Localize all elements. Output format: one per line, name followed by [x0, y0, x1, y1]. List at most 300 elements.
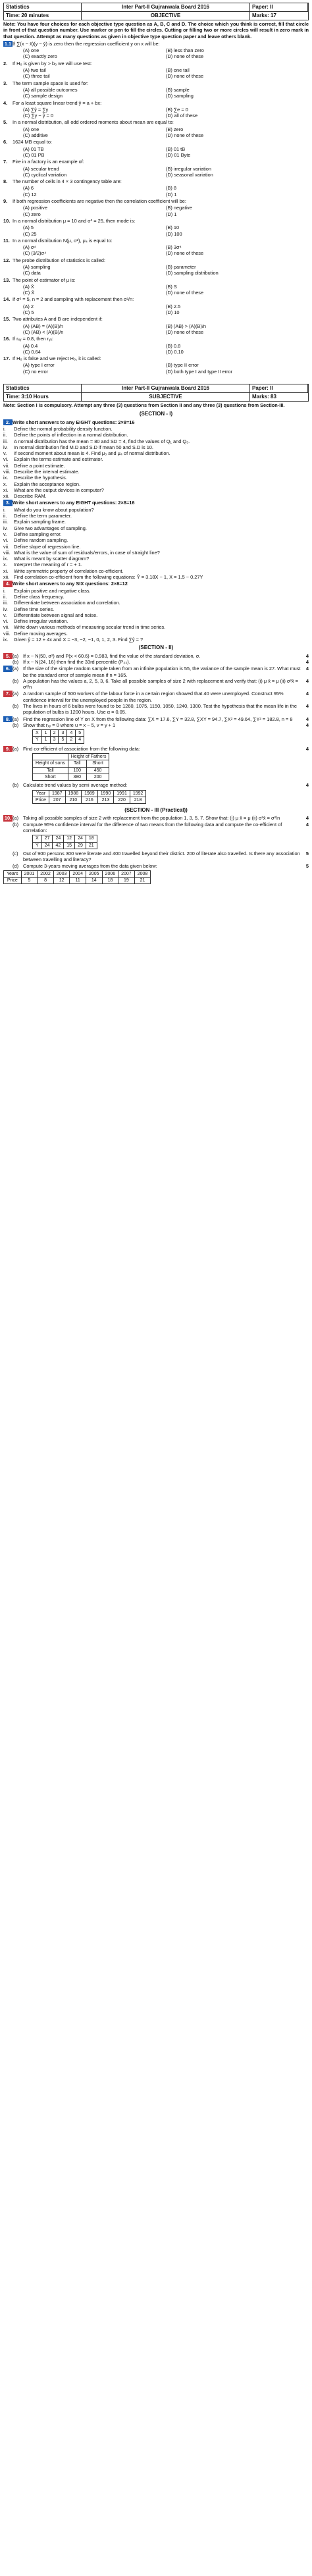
table-cell: 5 — [76, 730, 84, 737]
type-label: OBJECTIVE — [82, 11, 250, 20]
table-cell: Y — [33, 737, 42, 743]
question-number: 11. — [3, 237, 10, 244]
short-question — [3, 537, 309, 543]
question-number: 6. — [3, 139, 8, 145]
table-row — [33, 797, 146, 803]
option: (C) X̄ — [23, 290, 35, 296]
question-number: 2. — [3, 60, 8, 66]
option: (A) 5 — [23, 224, 34, 231]
option: (D) sampling distribution — [166, 270, 219, 276]
question-10 — [3, 815, 309, 868]
table-cell: 27 — [41, 835, 53, 842]
item-number: iv. — [3, 606, 8, 612]
question-text: If H₀ is given by > b₀ we will use test: — [13, 60, 92, 66]
option: (B) ∑e = 0 — [166, 106, 188, 113]
option: (D) none of these — [166, 250, 204, 257]
table-cell: 1992 — [130, 790, 146, 797]
option: (B) 0.8 — [166, 342, 181, 349]
table-cell: 42 — [53, 842, 64, 849]
option: (C) (3/2)σ⁴ — [23, 250, 47, 257]
short-question — [3, 631, 309, 637]
table-cell: 213 — [97, 797, 114, 803]
option: (C) 12 — [23, 191, 37, 197]
marks-label: Marks: 83 — [250, 392, 308, 401]
part-text: Find the regression line of Y on X from the following data: ∑X = 17.6, ∑Y = 32.8, ∑XY = 94.7, ∑X² = 49.64, ∑Y² = 182.8, n = 8 — [23, 716, 293, 722]
item-number: vii. — [3, 543, 10, 550]
option: (A) secular trend — [23, 165, 59, 172]
question-number: 4. — [3, 99, 8, 106]
part-marks: 4 — [305, 658, 309, 665]
option: (B) 01 tB — [166, 145, 186, 152]
option: (A) sampling — [23, 263, 51, 270]
table-cell: 2001 — [21, 870, 38, 877]
item-number: viii. — [3, 469, 11, 475]
option: (D) seasonal variation — [166, 171, 213, 178]
part-b: (b) Calculate trend values by semi average method: 4 — [13, 782, 309, 789]
part-b: (b) The lives in hours of 6 bulbs were found to be 1260, 1075, 1150, 1050, 1240, 1300. Test the hypothesis that the mean life in the population of bulbs is 1200 hours. Use α = 0.05. 4 — [13, 702, 309, 716]
table-row — [4, 870, 151, 877]
option: (C) data — [23, 270, 41, 276]
question-number: 4. — [3, 581, 13, 587]
item-text: Define time series. — [14, 606, 55, 612]
table-cell: 18 — [102, 878, 118, 884]
item-text: Explain the terms estimate and estimator. — [14, 456, 103, 463]
table-row — [33, 790, 146, 797]
item-number: ix. — [3, 556, 9, 562]
table-cell: 2007 — [118, 870, 135, 877]
item-number: iv. — [3, 444, 8, 450]
question-number: 10. — [4, 815, 12, 822]
short-question — [3, 493, 309, 499]
item-text: Differentiate between signal and noise. — [14, 612, 98, 618]
option: (C) ∑y − ŷ = 0 — [23, 113, 53, 119]
short-question — [3, 426, 309, 432]
part-marks: 4 — [305, 745, 309, 752]
part-a: (a) If x ~ N(50, σ²) and P(x < 60.6) = 0.983, find the value of the standard deviation, σ. 4 — [13, 652, 309, 659]
table-cell: 24 — [53, 835, 64, 842]
table-cell: 24 — [41, 842, 53, 849]
item-number: iv. — [3, 525, 8, 531]
question-number: 7. — [3, 691, 13, 697]
table-cell: 8 — [38, 878, 54, 884]
item-number: i. — [3, 425, 6, 432]
table-cell: 380 — [68, 774, 86, 780]
question-text: In a normal distribution N(μ, σ²), μ₄ is equal to: — [13, 237, 113, 244]
section-title: (SECTION - III (Practical)) — [124, 807, 188, 814]
option: (B) (AB) > (A)(B)/n — [166, 323, 206, 329]
table-cell: Years — [4, 870, 22, 877]
item-number: x. — [3, 481, 7, 487]
question-text: Fire in a factory is an example of: — [13, 159, 84, 165]
item-text: Describe the hypothesis. — [14, 475, 67, 481]
table-cell: X — [33, 835, 42, 842]
item-text: What is the value of sum of residuals/errors, in case of straight line? — [14, 549, 160, 556]
item-number: xii. — [3, 493, 10, 500]
table-cell: 1991 — [114, 790, 130, 797]
table-cell: 200 — [86, 774, 109, 780]
option: (C) zero — [23, 211, 41, 217]
option: (D) none of these — [166, 73, 204, 80]
option: (B) parameter — [166, 263, 196, 270]
xy-table — [32, 835, 97, 849]
question-text: If H₀ is false and we reject H₀, it is called: — [13, 355, 101, 362]
item-number: ix. — [3, 475, 9, 481]
option: (A) ∑ŷ = ∑y — [23, 106, 49, 113]
option: (A) one — [23, 126, 39, 132]
part-text: The lives in hours of 6 bulbs were found to be 1260, 1075, 1150, 1050, 1240, 1300. Test the hypothesis that the mean life in the population of bulbs is 1200 hours. Use α = 0.05. — [23, 702, 297, 716]
part-text: A population has the values a, 2, 5, 3, 6. Take all possible samples of size 2 with replacement and verify that: (i) μ x̄ = μ (ii) σ²x̄ = σ²/n — [23, 677, 298, 691]
question-number: 15. — [3, 316, 11, 323]
objective-question — [3, 336, 309, 355]
objective-question — [3, 198, 309, 217]
part-b: (b) Show that rₓᵧ = 0 where u = x − 5, v = y + 1 4 — [13, 722, 309, 728]
q3-items — [3, 507, 309, 581]
part-text: If the size of the simple random sample taken from an infinite population is 55, the variance of the sample mean is 27. What must be the standard error of sample mean if n = 165. — [23, 666, 301, 678]
item-text: Give two advantages of sampling. — [14, 525, 87, 531]
subjective-note: Note: Section I is compulsory. Attempt any three (3) questions from Section II and any three (3) questions from Section-III. — [3, 402, 285, 409]
table-cell: 4 — [76, 737, 84, 743]
item-text: Differentiate between association and correlation. — [14, 600, 120, 606]
part-a: (a) Find co-efficient of association from the following data: 4 — [13, 745, 309, 752]
question-number: 12. — [3, 257, 11, 263]
table-cell: Price — [33, 797, 49, 803]
question-number: 17. — [3, 355, 11, 362]
question-number: 16. — [3, 336, 11, 342]
table-cell: 207 — [49, 797, 65, 803]
option: (C) sample design — [23, 93, 63, 99]
item-number: iii. — [3, 600, 8, 606]
question-number: 14. — [3, 296, 11, 303]
short-question — [3, 525, 309, 531]
question-number: 7. — [3, 159, 8, 165]
table-row — [33, 730, 84, 737]
objective-question-list — [3, 41, 309, 375]
section-title: (SECTION - II) — [138, 644, 174, 651]
item-number: i. — [3, 587, 6, 594]
item-number: vii. — [3, 462, 10, 469]
section-title: (SECTION - I) — [139, 411, 173, 417]
item-number: vi. — [3, 456, 9, 463]
part-a: (a) A random sample of 500 workers of the labour force in a certain region showed that 40 were unemployed. Construct 95% confidence interval for the unemployed people in the region. 4 — [13, 691, 309, 703]
option: (C) 01 PB — [23, 151, 45, 158]
time-label: Time: 3:10 Hours — [4, 392, 82, 401]
table-cell: 5 — [21, 878, 38, 884]
long-question — [3, 666, 309, 690]
item-number: vi. — [3, 537, 9, 544]
objective-question — [3, 61, 309, 80]
table-cell: Height of sons — [33, 760, 68, 767]
short-question — [3, 519, 309, 525]
option: (A) 01 TB — [23, 145, 44, 152]
subject-label: Statistics — [4, 3, 82, 11]
question-text: If ∑(x − x̄)(y − ȳ) is zero then the regression coefficient y on x will be: — [13, 40, 160, 47]
question-title: Write short answers to any EIGHT questions: 2×8=16 — [13, 419, 135, 425]
table-cell: 2 — [50, 730, 59, 737]
question-number: 3. — [3, 80, 8, 86]
option: (D) all of these — [166, 113, 198, 119]
option: (C) 25 — [23, 230, 37, 237]
option: (B) 10 — [166, 224, 180, 231]
question-text: The number of cells in 4 × 3 contingency table are: — [13, 178, 122, 185]
table-cell: Short — [86, 760, 109, 767]
q2-items — [3, 426, 309, 500]
short-question — [3, 444, 309, 450]
objective-question — [3, 178, 309, 197]
short-question — [3, 450, 309, 456]
short-question — [3, 574, 309, 580]
table-cell: Y — [33, 842, 42, 849]
q4-items — [3, 588, 309, 643]
option: (D) 01 Byte — [166, 151, 191, 158]
option: (B) 3σ⁴ — [166, 244, 182, 251]
objective-question — [3, 159, 309, 178]
long-question — [3, 716, 309, 745]
part-marks: 4 — [305, 691, 309, 697]
table-cell: Short — [33, 774, 68, 780]
option: (B) S — [166, 283, 177, 290]
table-cell: 100 — [68, 767, 86, 774]
item-text: Define the points of inflection in a normal distribution. — [14, 432, 128, 438]
table-cell: 21 — [134, 878, 151, 884]
item-number: v. — [3, 612, 7, 618]
table-cell: 24 — [75, 835, 86, 842]
option: (A) 0.4 — [23, 342, 38, 349]
question-text: For a least square linear trend ŷ = a + bx: — [13, 99, 102, 106]
option: (A) type I error — [23, 362, 55, 369]
option: (A) positive — [23, 205, 47, 211]
objective-question — [3, 100, 309, 119]
short-question — [3, 513, 309, 519]
board-label: Inter Part-II Gujranwala Board 2016 — [82, 384, 250, 392]
item-text: Describe the interval estimate. — [14, 469, 80, 475]
table-cell: 450 — [86, 767, 109, 774]
option: (D) 100 — [166, 230, 182, 237]
question-3 — [3, 500, 309, 506]
part-text: A random sample of 500 workers of the labour force in a certain region showed that 40 were unemployed. Construct 95% confidence interval for the unemployed people in the region. — [23, 691, 284, 703]
item-number: i. — [3, 506, 6, 513]
option: (C) 0.64 — [23, 348, 41, 355]
short-question — [3, 624, 309, 630]
question-number: 5. — [3, 119, 8, 126]
item-text: Define the normal probability density function. — [14, 425, 113, 432]
time-label: Time: 20 minutes — [4, 11, 82, 20]
table-cell: Price — [4, 878, 22, 884]
table-cell: 2005 — [86, 870, 102, 877]
short-question — [3, 531, 309, 537]
question-number: 5. — [3, 653, 13, 659]
table-row — [33, 842, 97, 849]
objective-question — [3, 316, 309, 335]
option: (D) none of these — [166, 132, 204, 139]
part-a: (a) Taking all possible samples of size 2 with replacement from the population 1, 3, 5, 7. Show that: (i) μ x̄ = μ (ii) σ²x̄ = σ²/n 4 — [13, 815, 309, 822]
option: (D) none of these — [166, 329, 204, 335]
item-number: iii. — [3, 519, 8, 525]
short-question — [3, 469, 309, 475]
short-question — [3, 463, 309, 469]
short-question — [3, 612, 309, 618]
item-text: Explain sampling frame. — [14, 519, 66, 525]
table-cell: 216 — [82, 797, 98, 803]
option: (A) σ⁴ — [23, 244, 36, 251]
item-number: ii. — [3, 432, 7, 438]
table-cell: 11 — [70, 878, 86, 884]
subject-label: Statistics — [4, 384, 82, 392]
short-question — [3, 507, 309, 513]
short-question — [3, 544, 309, 550]
part-text: If x ~ N(50, σ²) and P(x < 60.6) = 0.983, find the value of the standard deviation, σ. — [23, 652, 201, 659]
short-question — [3, 637, 309, 643]
option: (C) exactly zero — [23, 53, 57, 60]
table-cell: 4 — [67, 730, 76, 737]
item-number: vi. — [3, 618, 9, 625]
option: (D) none of these — [166, 53, 204, 60]
table-cell: 2008 — [134, 870, 151, 877]
table-cell: 2 — [67, 737, 76, 743]
table-row — [33, 835, 97, 842]
question-text: If both regression coefficients are negative then the correlation coefficient will be: — [13, 198, 186, 205]
table-cell: 12 — [53, 878, 70, 884]
question-number: 8. — [3, 178, 8, 185]
objective-question — [3, 41, 309, 60]
question-number: 13. — [3, 276, 11, 283]
item-text: What is meant by scatter diagram? — [14, 556, 90, 562]
moving-average-table — [3, 870, 151, 885]
short-question — [3, 475, 309, 481]
item-text: Explain the acceptance region. — [14, 481, 81, 487]
item-number: iii. — [3, 438, 8, 444]
item-text: Define irregular variation. — [14, 618, 68, 625]
part-d: (d) Compute 3-years moving averages from the data given below: 5 — [13, 862, 309, 869]
option: (C) no error — [23, 368, 49, 375]
table-row — [33, 774, 109, 780]
table-cell: 5 — [59, 737, 67, 743]
question-text: In a normal distribution, all odd ordered moments about mean are equal to: — [13, 119, 174, 126]
item-number: v. — [3, 531, 7, 537]
question-4 — [3, 581, 309, 587]
table-cell: 2002 — [38, 870, 54, 877]
part-marks: 4 — [305, 716, 309, 722]
part-text: Show that rₓᵧ = 0 where u = x − 5, v = y + 1 — [23, 722, 116, 728]
part-text: If x ~ N(24, 16) then find the 33rd percentile (P₃₃). — [23, 658, 130, 665]
item-text: Define random sampling. — [14, 537, 68, 544]
item-text: Given ŷ = 12 + 4x and X = −3, −2, −1, 0, 1, 2, 3. Find ∑ŷ = ? — [14, 637, 143, 643]
table-row — [33, 737, 84, 743]
short-question — [3, 432, 309, 438]
item-text: Define class frequency. — [14, 593, 65, 600]
part-text: Find co-efficient of association from the following data: — [23, 745, 140, 752]
short-question — [3, 606, 309, 612]
item-number: ii. — [3, 593, 7, 600]
question-number: 1.1 — [4, 40, 12, 47]
option: (C) three tail — [23, 73, 50, 80]
table-cell: 220 — [114, 797, 130, 803]
table-cell: 218 — [130, 797, 146, 803]
option: (C) 5 — [23, 309, 34, 316]
question-text: The probe distribution of statistics is called: — [13, 257, 105, 263]
part-marks: 4 — [305, 702, 309, 709]
short-question — [3, 568, 309, 574]
short-question — [3, 562, 309, 567]
objective-header — [3, 3, 309, 20]
item-text: What do you know about population? — [14, 506, 94, 513]
question-number: 3. — [3, 500, 13, 506]
question-number: 9. — [3, 198, 8, 205]
item-text: Define sampling error. — [14, 531, 62, 537]
option: (A) 6 — [23, 185, 34, 192]
table-cell: 3 — [50, 737, 59, 743]
type-label: SUBJECTIVE — [82, 392, 250, 401]
table-cell: 2003 — [53, 870, 70, 877]
table-cell: 21 — [86, 842, 97, 849]
question-text: The point of estimator of μ is: — [13, 276, 76, 283]
short-question — [3, 487, 309, 493]
objective-question — [3, 277, 309, 296]
part-text: Calculate trend values by semi average method: — [23, 782, 128, 789]
item-text: Define moving averages. — [14, 630, 68, 637]
option: (B) one tail — [166, 67, 190, 74]
question-number: 9. — [3, 746, 13, 752]
question-title: Write short answers to any SIX questions: 2×6=12 — [13, 581, 128, 587]
option: (D) 1 — [166, 211, 177, 217]
long-question — [3, 746, 309, 805]
item-text: Define slope of regression line. — [14, 543, 81, 550]
question-text: If rₓᵧ = 0.8, then rᵧₓ: — [13, 336, 53, 342]
item-number: xii. — [3, 574, 10, 581]
item-text: A normal distribution has the mean = 80 and SD = 4, find the values of Q₁ and Q₃. — [14, 438, 190, 444]
table-cell: 2004 — [70, 870, 86, 877]
item-text: Interpret the meaning of r = + 1. — [14, 562, 82, 568]
objective-question — [3, 296, 309, 315]
part-marks: 4 — [305, 722, 309, 728]
item-number: ix. — [3, 637, 9, 643]
item-text: Write symmetric property of correlation co-efficient. — [14, 567, 124, 574]
item-text: Define a point estimate. — [14, 462, 65, 469]
option: (C) (AB) < (A)(B)/n — [23, 329, 64, 335]
item-number: ii. — [3, 513, 7, 519]
short-question — [3, 594, 309, 600]
item-number: viii. — [3, 549, 11, 556]
part-a: (a) Find the regression line of Y on X from the following data: ∑X = 17.6, ∑Y = 32.8, ∑XY = 94.7, ∑X² = 49.64, ∑Y² = 182.8, n = 8 4 — [13, 716, 309, 722]
item-text: In normal distribution find M.D and S.D if mean 50 and S.D is 10. — [14, 444, 153, 450]
option: (A) all possible outcomes — [23, 86, 78, 93]
part-marks: 4 — [305, 666, 309, 672]
marks-label: Marks: 17 — [250, 11, 308, 20]
short-question — [3, 600, 309, 606]
table-row — [33, 767, 109, 774]
objective-question — [3, 257, 309, 276]
option: (D) both type I and type II error — [166, 368, 233, 375]
part-c: (c) Out of 900 persons 300 were literate and 400 travelled beyond their district. 200 of literate also travelled. Is there any association between travelling and literacy? 5 — [13, 850, 309, 863]
part-a: (a) If the size of the simple random sample taken from an infinite population is 55, the variance of the sample mean is 27. What must be the standard error of sample mean if n = 165. 4 — [13, 666, 309, 678]
question-text: Two attributes A and B are independent if: — [13, 316, 103, 323]
trend-table — [32, 790, 146, 804]
question-2 — [3, 419, 309, 425]
short-question — [3, 556, 309, 562]
question-text: The term sample space is used for: — [13, 80, 89, 86]
question-text: If σ² = 5, n = 2 and sampling with replacement then σ²/n: — [13, 296, 134, 303]
objective-note: Note: You have four choices for each objective type question as A, B, C and D. The choice which you think is correct, fill that circle in front of that question number. Use marker or pen to fill the circles. Cutting or filling two or more circles will result in zero mark in that question. Attempt as many questions as given in objective type question paper and leave others blank. — [3, 21, 309, 39]
question-number: 6. — [3, 666, 13, 671]
table-cell: Tall — [33, 767, 68, 774]
option: (A) (AB) = (A)(B)/n — [23, 323, 63, 329]
short-question — [3, 438, 309, 444]
item-text: Write down various methods of measuring secular trend in time series. — [14, 624, 166, 631]
objective-question — [3, 218, 309, 237]
table-cell: 19 — [118, 878, 135, 884]
objective-question — [3, 80, 309, 99]
table-cell: 1990 — [97, 790, 114, 797]
item-text: Explain positive and negative class. — [14, 587, 91, 594]
